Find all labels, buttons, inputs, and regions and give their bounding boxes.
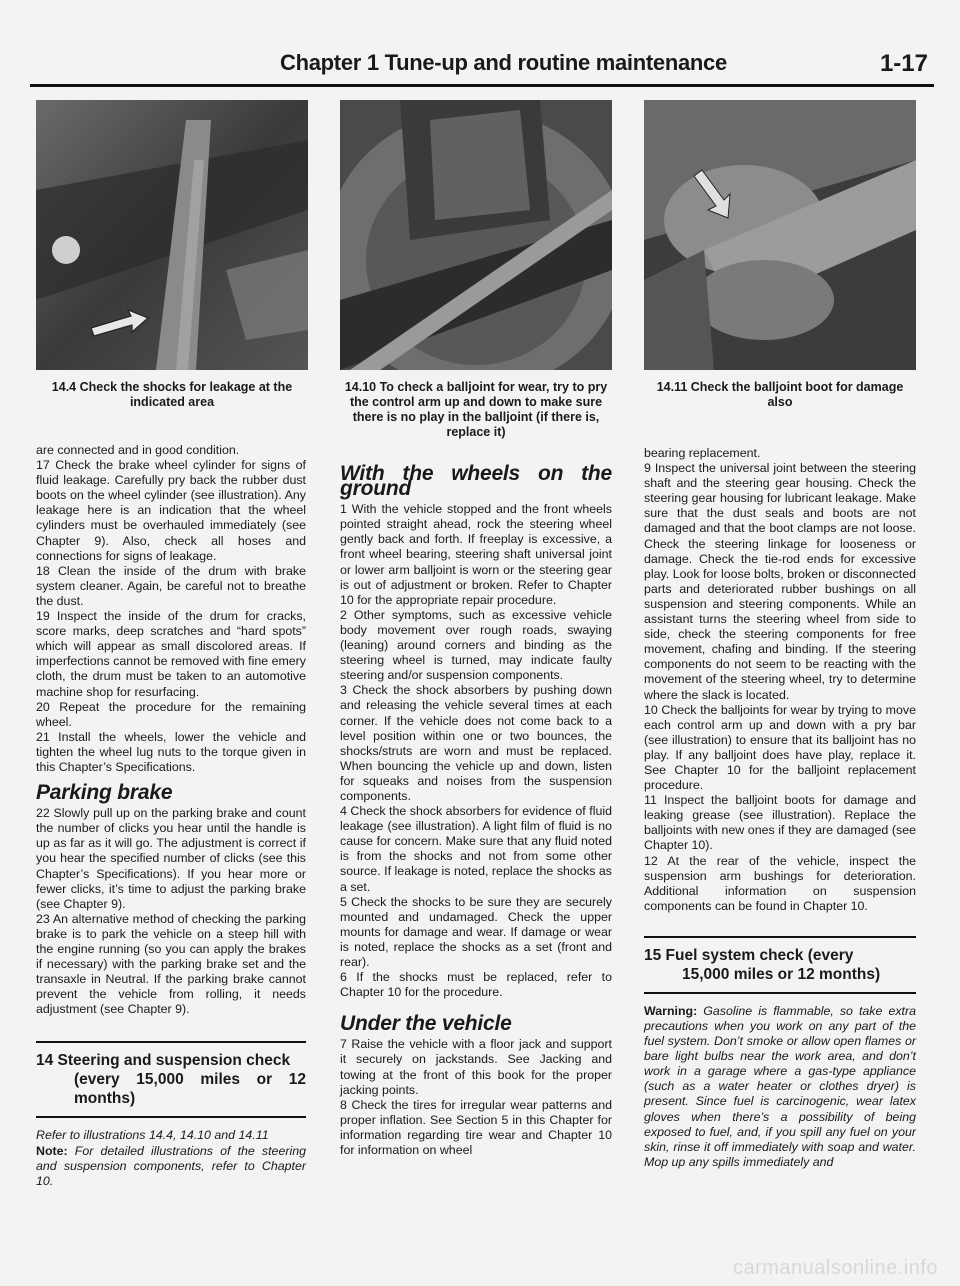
photo-balljoint-boot (644, 100, 916, 370)
paragraph: 19 Inspect the inside of the drum for cracks, score marks, deep scratches and “hard spots” which will appear as small discolored areas. If imperfections cannot be removed with fine emery cloth, the drum must be taken to an automotive machine shop for resurfacing. (36, 609, 306, 699)
note (36, 1144, 306, 1189)
photo-shock-leakage-image (36, 100, 308, 370)
paragraph: 17 Check the brake wheel cylinder for signs of fluid leakage. Carefully pry back the rubber dust boots on the wheel cylinder (see illustration). Any leakage here is an indication that the wheel cylinders must be overhauled immediately (see Chapter 9). Also, check all hoses and connections for signs of leakage. (36, 458, 306, 563)
warning (644, 1004, 916, 1170)
paragraph: 6 If the shocks must be replaced, refer to Chapter 10 for the procedure. (340, 970, 612, 1000)
section-heading-14 (36, 1041, 306, 1118)
photo-caption-14-4: 14.4 Check the shocks for leakage at the indicated area (51, 380, 293, 409)
paragraph: 22 Slowly pull up on the parking brake and count the number of clicks you hear until the handle is up as far as it will go. The adjustment is correct if you hear the specified number of clicks (see this Chapter’s Specifications). If you hear more or fewer clicks, it’s time to adjust the parking brake (see Chapter 9). (36, 806, 306, 911)
section-14-title-line1: 14 Steering and suspension check (36, 1052, 291, 1070)
photo-caption-14-11: 14.11 Check the balljoint boot for damage also (656, 380, 904, 409)
photo-balljoint-pry (340, 100, 612, 370)
text-column-2 (340, 446, 612, 1158)
text-column-3 (644, 446, 916, 1170)
photo-caption-14-10: 14.10 To check a balljoint for wear, try to pry the control arm up and down to make sure there is no play in the balljoint (if there is, replace it) (344, 380, 608, 439)
section-15-title-line1: 15 Fuel system check (every (644, 946, 854, 964)
paragraph: 23 An alternative method of checking the parking brake is to park the vehicle on a steep hill with the engine running (so you can apply the brakes if necessary) with the parking brake set and the transaxle in Neutral. If the parking brake cannot prevent the vehicle from rolling, it needs adjustment (see Chapter 9). (36, 911, 306, 1017)
heading-parking-brake: Parking brake (36, 781, 173, 805)
paragraph: 9 Inspect the universal joint between the steering shaft and the steering gear housing. Check the steering gear housing for lubricant leakage. Make sure that the dust seals and boots are not damaged and that the boot clamps are not loose. Check the steering linkage for looseness or damage. Check the tie-rod ends for excessive play. Look for loose bolts, broken or disconnected parts and deteriorated rubber bushings on all suspension and steering components. While an assistant turns the steering wheel from side to side, check the steering components for free movement, chafing and binding. If the steering components do not seem to be reacting with the movement of the steering wheel, try to determine where the slack is located. (644, 461, 916, 702)
section-14-title-line2: (every 15,000 miles or 12 months) (74, 1071, 306, 1108)
note-label: Note: (36, 1143, 68, 1158)
paragraph: are connected and in good condition. (36, 443, 240, 457)
paragraph: 10 Check the balljoints for wear by trying to move each control arm up and down with a pry bar (see illustration) to ensure that its balljoint has no play. If any balljoint does have play, replace it. See Chapter 10 for the balljoint replacement procedure. (644, 702, 916, 793)
page-number: 1-17 (879, 50, 928, 77)
paragraph: 2 Other symptoms, such as excessive vehicle body movement over rough roads, swaying (leaning) around corners and binding as the steering wheel is turned, may indicate faulty steering and/or suspension components. (340, 607, 612, 683)
photo-shock-leakage (36, 100, 308, 370)
section-15-title-line2: 15,000 miles or 12 months) (682, 965, 881, 983)
warning-text: Gasoline is flammable, so take extra precautions when you work on any part of the fuel system. Don’t smoke or allow open flames or bare light bulbs near the work area, and don’t work in a garage where a gas-type appliance (such as a water heater or clothes dryer) is present. Since fuel is carcinogenic, wear latex gloves when there’s a possibility of being exposed to fuel, and, if you spill any fuel on your skin, rinse it off immediately with soap and water. Mop up any spills immediately and (644, 1003, 916, 1169)
heading-under-vehicle: Under the vehicle (340, 1012, 512, 1036)
paragraph: 3 Check the shock absorbers by pushing down and releasing the vehicle several times at each corner. If the vehicle does not come back to a level position within one or two bounces, the shocks/struts are worn and must be replaced. When bouncing the vehicle up and down, listen for squeaks and noises from the suspension components. (340, 683, 612, 803)
paragraph: 8 Check the tires for irregular wear patterns and proper inflation. See Section 5 in this Chapter for information regarding tire wear and Chapter 10 for information on wheel (340, 1097, 612, 1158)
warning-label: Warning: (644, 1003, 698, 1018)
paragraph: 18 Clean the inside of the drum with brake system cleaner. Again, be careful not to breathe the dust. (36, 563, 306, 608)
note-text: For detailed illustrations of the steering and suspension components, refer to Chapter 10. (36, 1143, 306, 1188)
paragraph: 20 Repeat the procedure for the remaining wheel. (36, 699, 306, 729)
paragraph: 21 Install the wheels, lower the vehicle and tighten the wheel lug nuts to the torque given in this Chapter’s Specifications. (36, 729, 306, 774)
section-heading-15 (644, 936, 916, 994)
watermark: carmanualsonline.info (732, 1257, 938, 1279)
paragraph: 5 Check the shocks to be sure they are securely mounted and undamaged. Check the upper mounts for damage and wear. If damage or wear is noted, replace the shocks as a set (front and rear). (340, 894, 612, 969)
paragraph: 1 With the vehicle stopped and the front wheels pointed straight ahead, rock the steering wheel gently back and forth. If freeplay is excessive, a front wheel bearing, steering shaft universal joint or lower arm balljoint is worn or the steering gear is out of adjustment or broken. Refer to Chapter 10 for the appropriate repair procedure. (340, 502, 612, 607)
text-column-1 (36, 443, 306, 1189)
photo-balljoint-pry-image (340, 100, 612, 370)
paragraph: 12 At the rear of the vehicle, inspect the suspension arm bushings for deterioration. Additional information on suspension components can be found in Chapter 10. (644, 853, 916, 913)
paragraph: 11 Inspect the balljoint boots for damage and leaking grease (see illustration). Replace the balljoints with new ones if they are damaged (see Chapter 10). (644, 793, 916, 853)
refer-illustrations: Refer to illustrations 14.4, 14.10 and 14.11 (36, 1128, 269, 1143)
chapter-title: Chapter 1 Tune-up and routine maintenance (280, 50, 727, 75)
paragraph: 4 Check the shock absorbers for evidence of fluid leakage (see illustration). A light film of fluid is no cause for concern. Make sure that any fluid noted is from the shocks and not from some other source. If leakage is noted, replace the shocks as a set. (340, 804, 612, 894)
heading-wheels-on-ground: With the wheels on the ground (340, 462, 612, 501)
paragraph: 7 Raise the vehicle with a floor jack and support it securely on jackstands. See Jacking and towing at the front of this book for the proper jacking points. (340, 1037, 612, 1097)
paragraph: bearing replacement. (644, 446, 761, 460)
photo-balljoint-boot-image (644, 100, 916, 370)
page-header (30, 50, 934, 87)
